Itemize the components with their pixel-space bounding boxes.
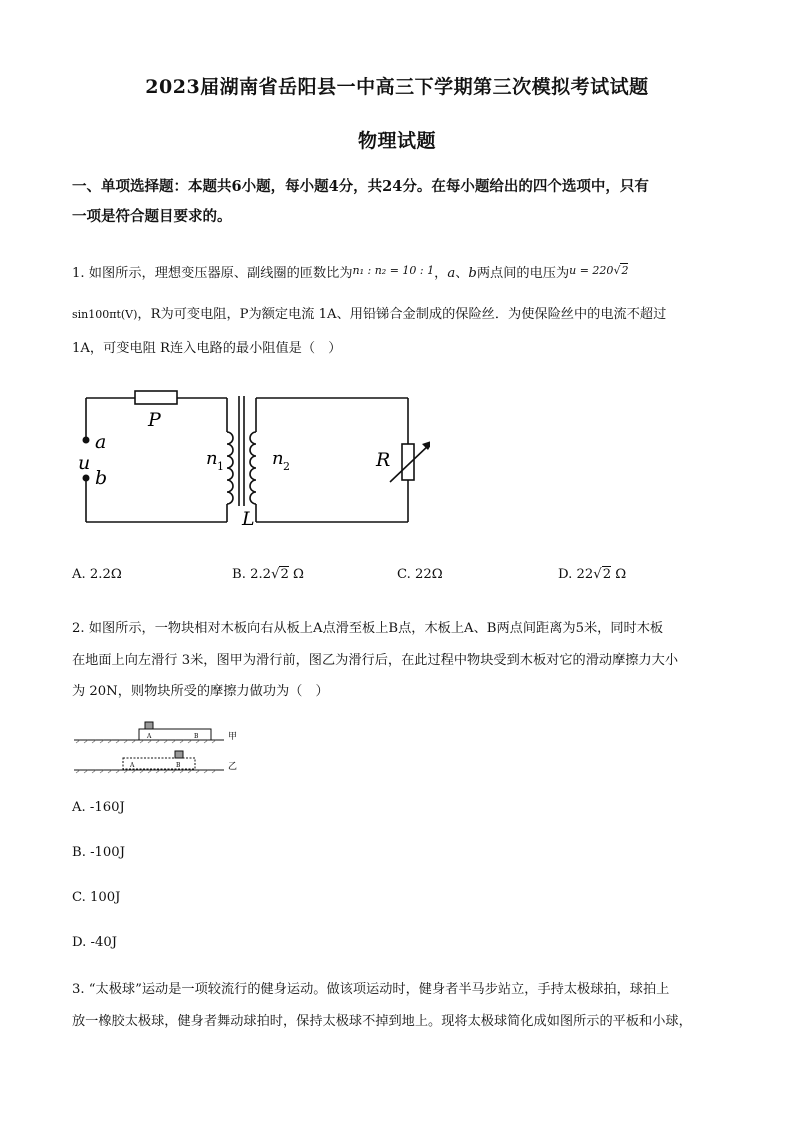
q1-line-1 [72, 262, 628, 281]
q1-option-d[interactable]: D. 22√2 Ω [558, 567, 627, 582]
q1-sin-expr: sin100πt(V) [72, 308, 138, 321]
board-jia-label-a: A [147, 733, 152, 740]
q2-line-1: 2. 如图所示，一物块相对木板向右从板上A点滑至板上B点，木板上A、B两点间距离为5米，同时木板 [72, 621, 664, 636]
q1-option-a[interactable]: A. 2.2Ω [72, 567, 122, 582]
q2-line-2: 在地面上向左滑行 3米，图甲为滑行前，图乙为滑行后，在此过程中物块受到木板对它的滑动摩擦力大小 [72, 653, 679, 668]
terminal-a-dot [83, 437, 90, 444]
q3-line-2: 放一橡胶太极球，健身者舞动球拍时，保持太极球不掉到地上。现将太极球简化成如图所示的平板和小球， [72, 1014, 692, 1029]
q1-option-b-radicand: 2 [280, 567, 289, 582]
q1-option-d-value: D. 22 [558, 567, 594, 582]
q1-turns-ratio: n₁ : n₂ = 10 : 1 [352, 264, 435, 277]
q1-option-b[interactable]: B. 2.2√2 Ω [232, 567, 304, 582]
board-yi-label-a: A [130, 762, 135, 769]
label-a: a [95, 431, 107, 453]
primary-coil-icon [227, 432, 233, 504]
q1-point-a: a [447, 266, 456, 281]
q3-line-1: 3. “太极球”运动是一项较流行的健身运动。做该项运动时，健身者半马步站立，手持太极球拍，球拍上 [72, 982, 670, 997]
q1-text: 1. 如图所示，理想变压器原、副线圈的匝数比为 [72, 266, 353, 281]
label-R: R [376, 449, 391, 471]
label-L: L [242, 508, 255, 530]
label-b: b [95, 467, 108, 489]
label-n1-sub: 1 [217, 460, 224, 473]
q1-text-voltage: 两点间的电压为 [476, 266, 570, 281]
q1-option-b-unit: Ω [288, 567, 304, 582]
label-jia: 甲 [228, 732, 238, 742]
page-title: 2023届湖南省岳阳县一中高三下学期第三次模拟考试试题 [145, 76, 649, 98]
q2-option-b[interactable]: B. -100J [72, 845, 125, 860]
q1-option-d-unit: Ω [611, 567, 627, 582]
q1-option-d-radicand: 2 [602, 567, 612, 582]
transformer-circuit-figure [70, 380, 430, 530]
q1-voltage-expr: u = 220√2 [569, 264, 629, 277]
board-slide-figure [74, 718, 249, 776]
q1-option-c[interactable]: C. 22Ω [397, 567, 443, 582]
terminal-b-dot [83, 475, 90, 482]
q1-line-2-text: ，R为可变电阻，P为额定电流 1A、用铅锑合金制成的保险丝．为使保险丝中的电流不超过 [137, 307, 667, 322]
q1-option-b-value: B. 2.2 [232, 567, 272, 582]
label-P: P [148, 409, 161, 431]
q2-line-3: 为 20N，则物块所受的摩擦力做功为（ ） [72, 684, 329, 699]
section-heading-line-2: 一项是符合题目要求的。 [72, 208, 232, 225]
fuse-icon [135, 391, 177, 404]
q1-line-3: 1A，可变电阻 R连入电路的最小阻值是（ ） [72, 341, 342, 356]
label-n1: n [206, 448, 218, 469]
q1-sqrt-2: 2 [621, 264, 629, 277]
page-subtitle: 物理试题 [357, 130, 436, 152]
board-jia-label-b: B [194, 733, 199, 740]
block-yi [175, 751, 183, 758]
label-n2: n [272, 448, 284, 469]
section-heading-line-1: 一、单项选择题：本题共6小题，每小题4分，共24分。在每小题给出的四个选项中，只有 [72, 178, 649, 195]
board-yi-label-b: B [176, 762, 181, 769]
q2-option-a[interactable]: A. -160J [72, 800, 125, 815]
label-n2-sub: 2 [283, 460, 290, 473]
q1-voltage-value: u = 220 [569, 264, 614, 277]
q1-comma: ， [434, 266, 448, 281]
q1-line-2 [72, 303, 666, 322]
q2-option-c[interactable]: C. 100J [72, 890, 121, 905]
secondary-coil-icon [250, 432, 256, 504]
q1-sep: 、 [455, 266, 469, 281]
q1-point-b: b [468, 266, 477, 281]
label-u: u [78, 452, 91, 474]
section-heading [72, 172, 722, 232]
block-jia [145, 722, 153, 729]
label-yi: 乙 [228, 762, 238, 772]
q2-option-d[interactable]: D. -40J [72, 935, 118, 950]
